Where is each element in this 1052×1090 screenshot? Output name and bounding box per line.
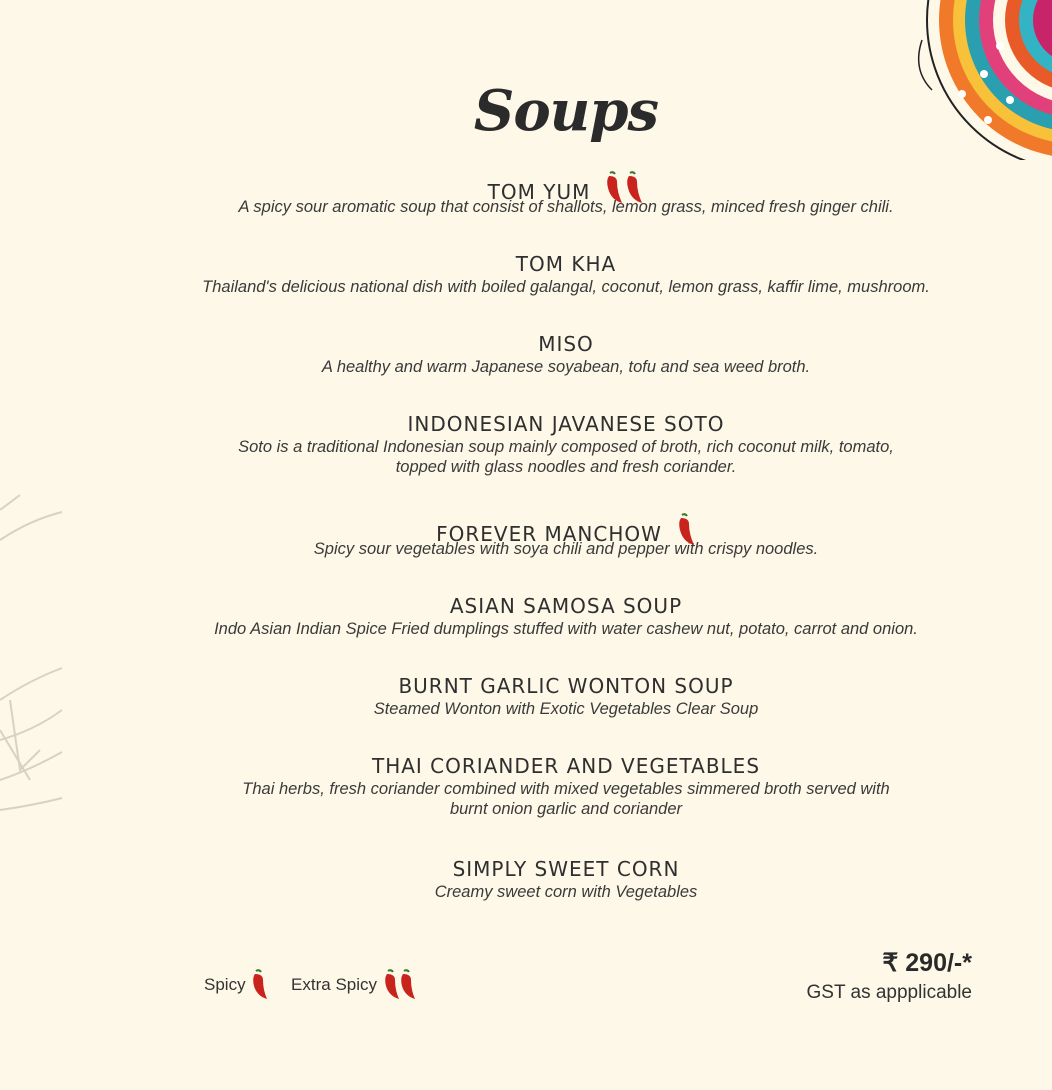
price-block [807,948,972,1004]
menu-item [0,855,1052,903]
menu-item-description: A spicy sour aromatic soup that consist of shallots, lemon grass, minced fresh ginger chili. [238,198,894,216]
menu-item-description: Creamy sweet corn with Vegetables [434,883,698,901]
menu-item-name-text: THAI CORIANDER AND VEGETABLES [371,754,761,778]
gst-note: GST as appplicable [806,982,972,1003]
menu-item-name [0,592,1052,620]
legend-spicy-label: Spicy [204,975,246,994]
menu-item [0,672,1052,720]
legend-extra-spicy [291,968,418,1002]
menu-item-description: topped with glass noodles and fresh coriander. [395,458,737,476]
menu-item-description: Indo Asian Indian Spice Fried dumplings stuffed with water cashew nut, potato, carrot and onion. [214,620,918,638]
menu-item-name-text: FOREVER MANCHOW [436,522,662,546]
double-chili-icon [604,170,644,206]
double-chili-icon [382,968,418,1002]
legend-extra-spicy-label: Extra Spicy [291,975,378,994]
menu-item [0,330,1052,378]
menu-item [0,250,1052,298]
menu-item-name-text: TOM YUM [487,180,591,204]
menu-item [0,752,1052,820]
menu-item-name [0,672,1052,700]
menu-item-name-text: INDONESIAN JAVANESE SOTO [407,412,725,436]
spice-legend [204,968,436,1002]
menu-item-name [0,170,1052,204]
menu-item-name [0,250,1052,278]
menu-item-name-text: ASIAN SAMOSA SOUP [449,594,683,618]
menu-item-name-text: TOM KHA [515,252,617,276]
menu-item-name-text: SIMPLY SWEET CORN [452,857,680,881]
menu-item-name-text: BURNT GARLIC WONTON SOUP [398,674,734,698]
menu-item [0,592,1052,640]
menu-item [0,410,1052,478]
menu-item-name [0,512,1052,546]
menu-item-description: A healthy and warm Japanese soyabean, tofu and sea weed broth. [321,358,811,376]
menu-item-description: Spicy sour vegetables with soya chili and pepper with crispy noodles. [313,540,819,558]
menu-item-description: Thailand's delicious national dish with boiled galangal, coconut, lemon grass, kaffir lime, mushroom. [202,278,930,296]
chili-icon [250,968,268,1002]
menu-item-name [0,752,1052,780]
menu-item-name-text: MISO [538,332,594,356]
legend-spicy [204,968,268,1002]
chili-icon [676,512,696,548]
menu-item-name [0,410,1052,438]
menu-item-description: burnt onion garlic and coriander [449,800,683,818]
menu-item-description: Soto is a traditional Indonesian soup mainly composed of broth, rich coconut milk, tomato, [238,438,894,456]
menu-item-description: Thai herbs, fresh coriander combined with mixed vegetables simmered broth served with [242,780,890,798]
menu-item-name [0,855,1052,883]
page-title: Soups [473,78,659,144]
menu-item [0,512,1052,560]
price-amount: ₹ 290/-* [882,949,972,977]
menu-item-name [0,330,1052,358]
menu-item [0,170,1052,218]
menu-item-description: Steamed Wonton with Exotic Vegetables Clear Soup [373,700,759,718]
